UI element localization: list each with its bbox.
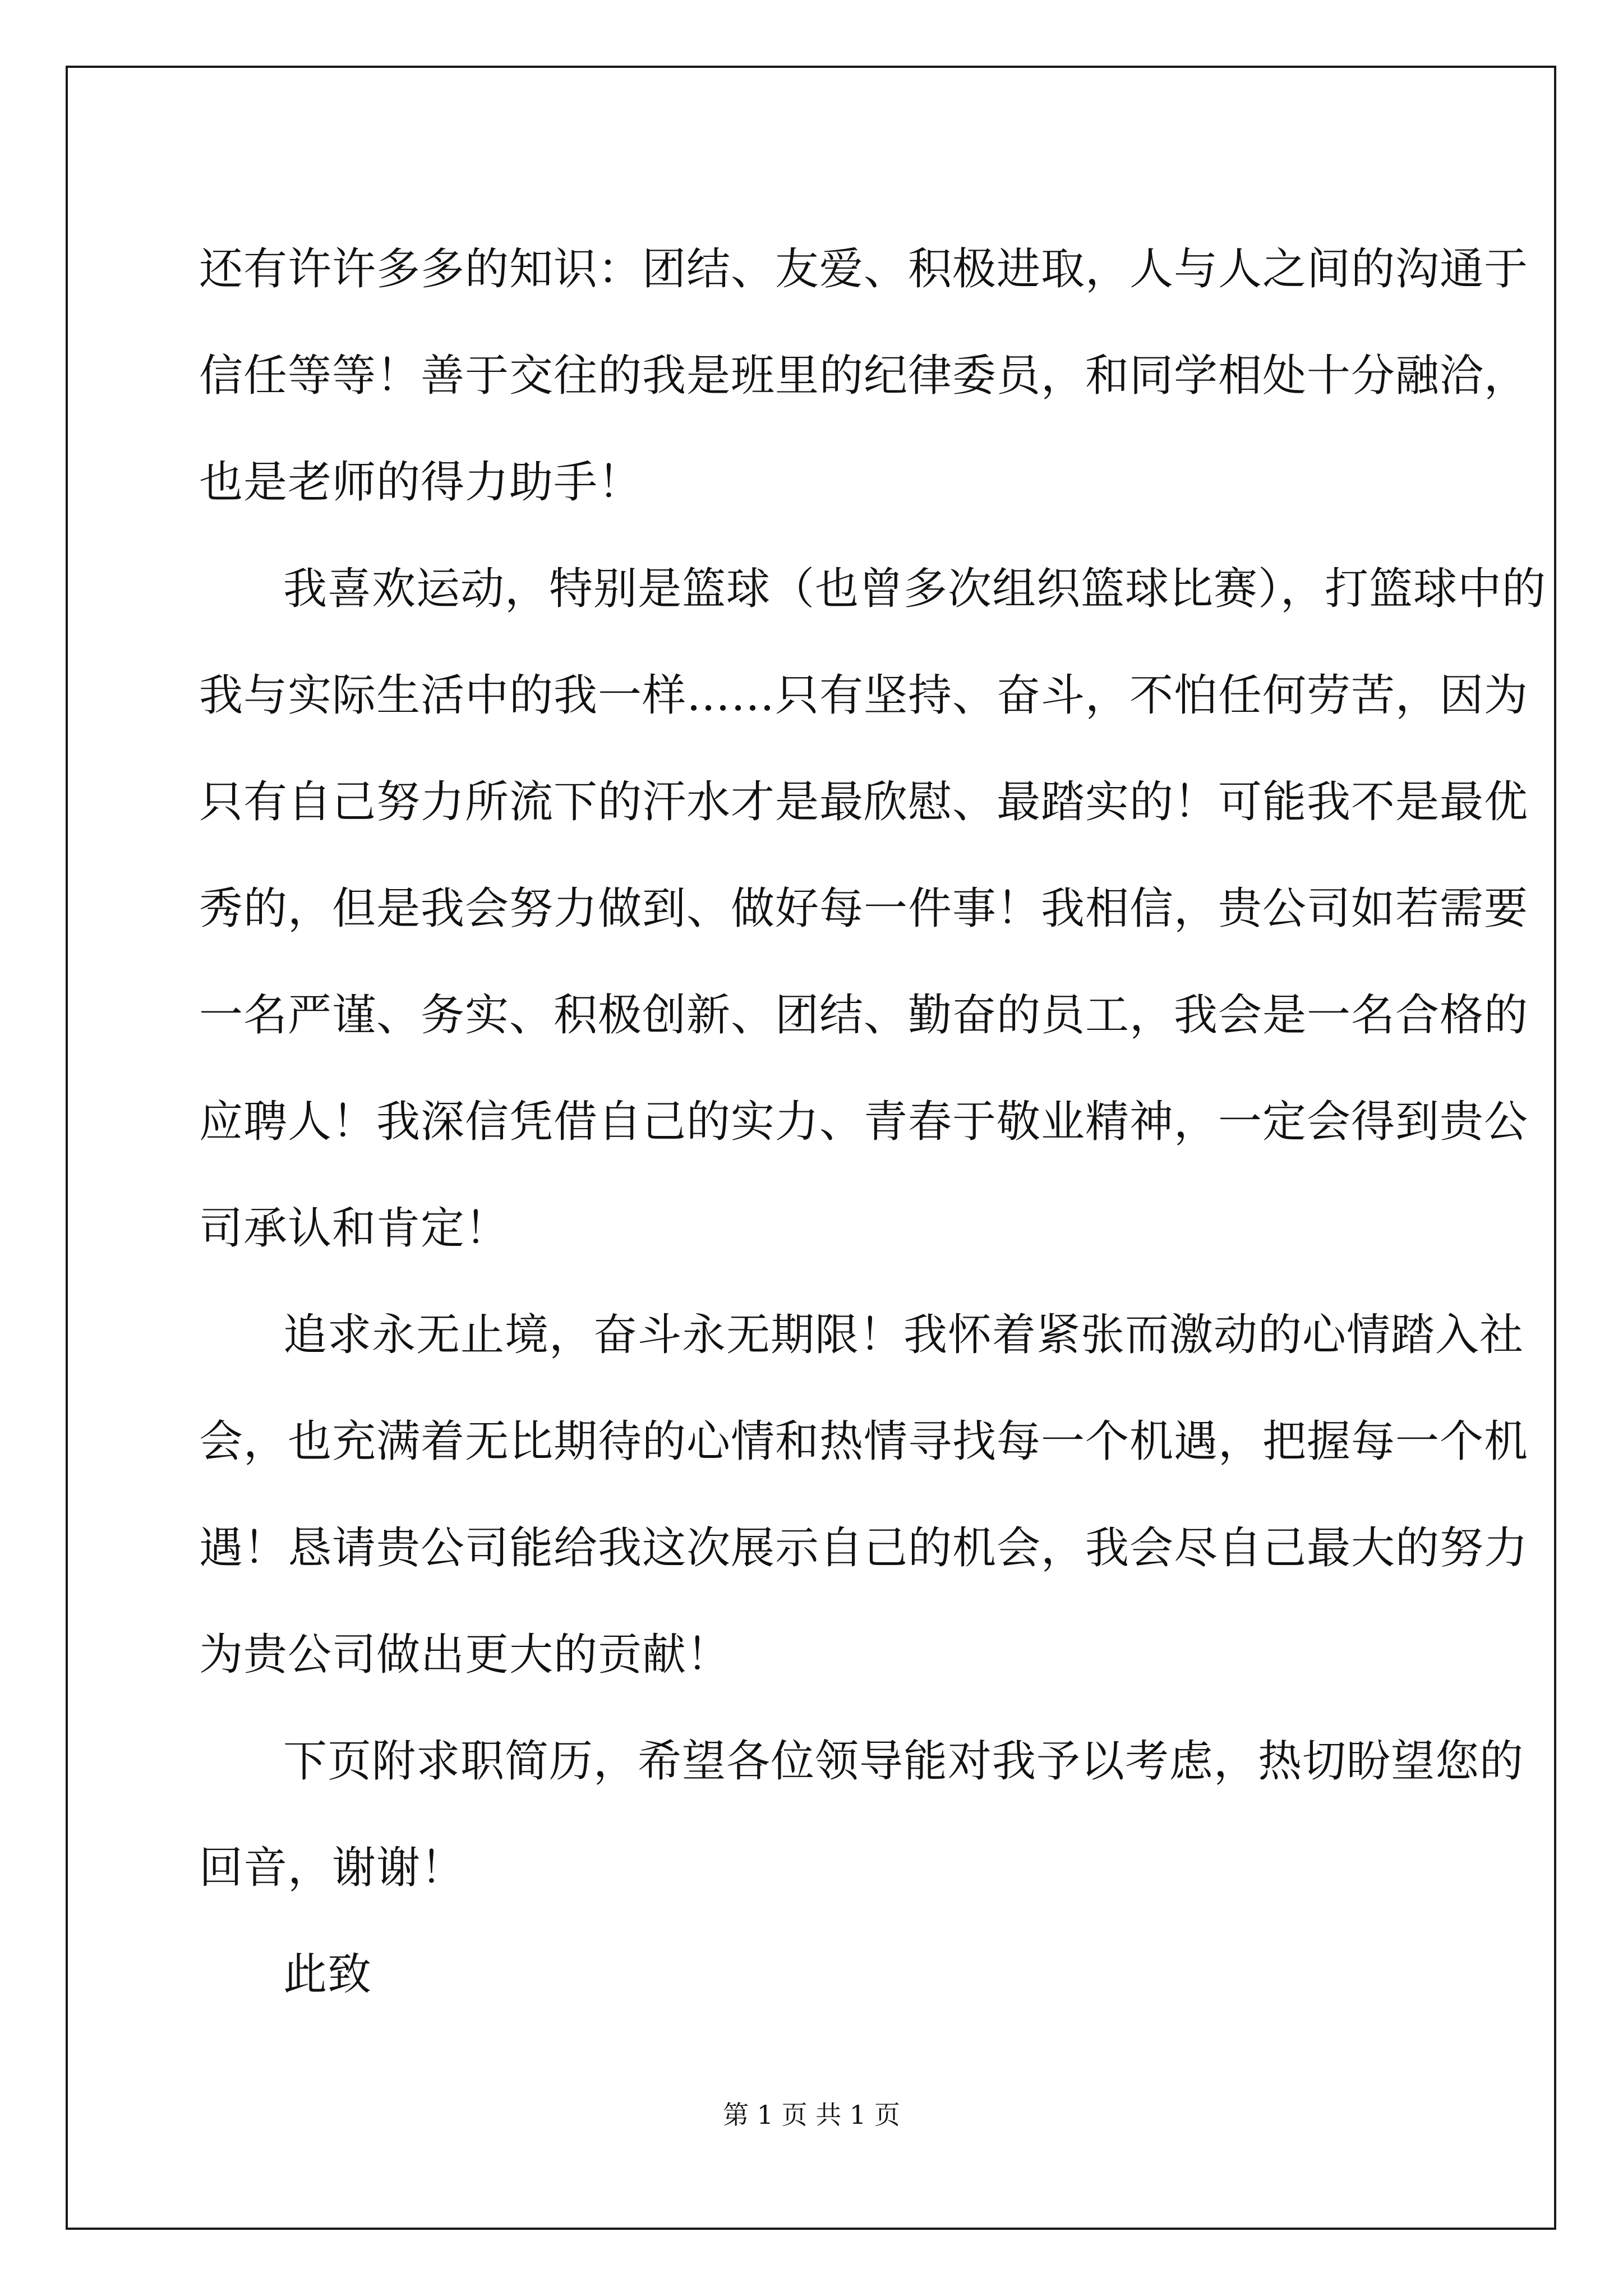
text-line: 追求永无止境，奋斗永无期限！我怀着紧张而激动的心情踏入社	[283, 1310, 1524, 1360]
text-line: 还有许许多多的知识：团结、友爱、积极进取，人与人之间的沟通于	[199, 244, 1529, 295]
text-line: 遇！恳请贵公司能给我这次展示自己的机会，我会尽自己最大的努力	[199, 1523, 1529, 1573]
text-line: 此致	[283, 1949, 372, 2000]
text-line: 应聘人！我深信凭借自己的实力、青春于敬业精神，一定会得到贵公	[199, 1097, 1529, 1147]
text-line: 一名严谨、务实、积极创新、团结、勤奋的员工，我会是一名合格的	[199, 990, 1529, 1041]
text-line: 信任等等！善于交往的我是班里的纪律委员，和同学相处十分融洽，	[199, 351, 1529, 401]
text-line: 只有自己努力所流下的汗水才是最欣慰、最踏实的！可能我不是最优	[199, 777, 1529, 827]
text-line: 我喜欢运动，特别是篮球（也曾多次组织篮球比赛），打篮球中的	[283, 564, 1547, 614]
document-body	[199, 216, 1547, 2028]
text-line: 为贵公司做出更大的贡献！	[199, 1630, 731, 1680]
page-footer: 第 1 页 共 1 页	[723, 2100, 900, 2130]
text-line: 也是老师的得力助手！	[199, 457, 643, 508]
text-line: 下页附求职简历，希望各位领导能对我予以考虑，热切盼望您的	[283, 1736, 1524, 1787]
text-line: 回音，谢谢！	[199, 1843, 465, 1893]
text-line: 秀的，但是我会努力做到、做好每一件事！我相信，贵公司如若需要	[199, 884, 1529, 934]
text-line: 会，也充满着无比期待的心情和热情寻找每一个机遇，把握每一个机	[199, 1416, 1529, 1467]
text-line: 司承认和肯定！	[199, 1203, 510, 1254]
text-line: 我与实际生活中的我一样……只有坚持、奋斗，不怕任何劳苦，因为	[199, 670, 1529, 721]
